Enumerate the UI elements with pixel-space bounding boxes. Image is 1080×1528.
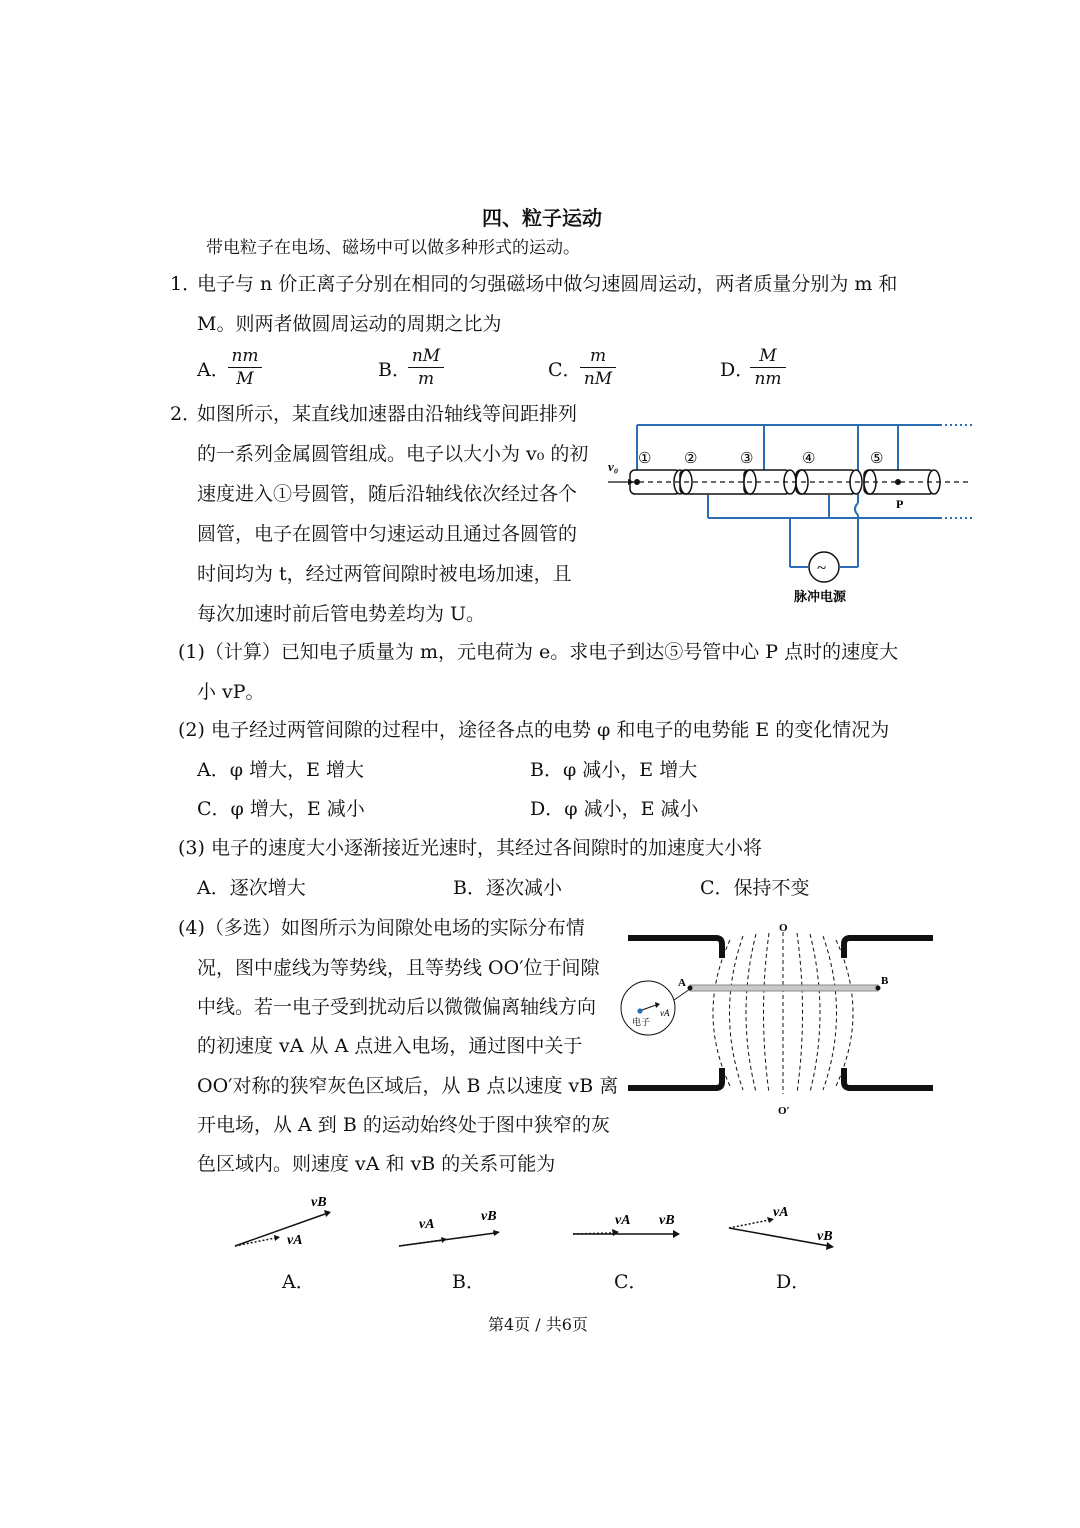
tube-label: ⑤ — [870, 451, 884, 467]
vector-option-label: D． — [776, 1271, 811, 1293]
q1-line1: 电子与 n 价正离子分别在相同的匀强磁场中做匀速圆周运动，两者质量分别为 m 和 — [197, 273, 898, 295]
tube-label: ④ — [802, 451, 816, 467]
q2-line: 如图所示，某直线加速器由沿轴线等间距排列 — [197, 403, 578, 425]
q2-line: 速度进入①号圆管，随后沿轴线依次经过各个 — [197, 483, 578, 505]
vector-option-c — [573, 1229, 680, 1238]
va-inset-label: vA — [660, 1008, 670, 1018]
q1-option-label: A． — [197, 359, 230, 381]
narrow-gray-region — [690, 985, 878, 991]
va-label: vA — [773, 1205, 789, 1220]
arrow-head-icon — [673, 1230, 680, 1238]
electron-label: 电子 — [632, 1017, 651, 1027]
o-bottom-label: O′ — [778, 1105, 790, 1117]
vector-option-a — [235, 1210, 331, 1246]
linear-accelerator-figure — [600, 415, 980, 610]
tube-label: ① — [638, 451, 652, 467]
q2-p3-option: C．保持不变 — [700, 877, 810, 899]
arrow-head-icon — [274, 1235, 280, 1241]
vb-label: vB — [311, 1195, 327, 1210]
vb-arrow — [235, 1214, 325, 1246]
point-p-dot — [895, 479, 901, 485]
vector-options-figure — [225, 1188, 845, 1288]
q2-line: 每次加速时前后管电势差均为 U。 — [197, 603, 486, 625]
q2-p2-option: B．φ 减小，E 增大 — [530, 759, 698, 781]
point-b-dot — [876, 986, 881, 991]
q2-p2-option: D．φ 减小，E 减小 — [530, 798, 699, 820]
q2-p3-stem: (3) 电子的速度大小逐渐接近光速时，其经过各间隙时的加速度大小将 — [178, 837, 762, 859]
point-a-label: A — [678, 977, 686, 989]
inset-leader-line — [674, 989, 690, 1000]
va-label: vA — [419, 1217, 435, 1232]
q2-p4-line: 的初速度 vA 从 A 点进入电场，通过图中关于 — [197, 1035, 583, 1057]
ac-symbol: ~ — [817, 558, 827, 577]
point-b-label: B — [881, 975, 889, 987]
o-top-label: O — [779, 922, 788, 934]
point-p-label: P — [896, 497, 904, 511]
gap-field-figure — [618, 918, 943, 1118]
q2-p4-line: 色区域内。则速度 vA 和 vB 的关系可能为 — [197, 1153, 556, 1175]
electron-dot — [634, 479, 640, 485]
fraction-denominator: m — [417, 369, 435, 389]
tube-label: ② — [684, 451, 698, 467]
fraction-numerator: nm — [231, 346, 259, 366]
fraction-numerator: nM — [411, 346, 441, 366]
page-footer: 第4页 / 共6页 — [488, 1315, 588, 1334]
q2-p4-line: (4)（多选）如图所示为间隙处电场的实际分布情 — [178, 917, 585, 939]
q1-option-label: B． — [378, 359, 411, 381]
q2-p2-option: A．φ 增大，E 增大 — [197, 759, 364, 781]
q2-p4-line: OO′对称的狭窄灰色区域后，从 B 点以速度 vB 离 — [197, 1075, 619, 1097]
vector-option-label: A． — [282, 1271, 315, 1293]
q2-line: 时间均为 t，经过两管间隙时被电场加速，且 — [197, 563, 572, 585]
section-title: 四、粒子运动 — [482, 206, 602, 230]
q2-p2-option: C．φ 增大，E 减小 — [197, 798, 365, 820]
va-arrow — [729, 1220, 769, 1228]
q1-option-fraction — [408, 346, 444, 389]
vector-option-label: C． — [614, 1271, 648, 1293]
q2-p4-line: 中线。若一电子受到扰动后以微微偏离轴线方向 — [197, 996, 597, 1018]
section-intro: 带电粒子在电场、磁场中可以做多种形式的运动。 — [206, 238, 580, 258]
fraction-denominator: M — [236, 369, 254, 389]
vb-arrow — [729, 1228, 829, 1246]
q2-p2-stem: (2) 电子经过两管间隙的过程中，途径各点的电势 φ 和电子的电势能 E 的变化情况为 — [178, 719, 890, 741]
q2-line: 圆管，电子在圆管中匀速运动且通过各圆管的 — [197, 523, 578, 545]
electron-dot — [637, 1008, 642, 1013]
vector-option-b — [399, 1230, 500, 1246]
arrow-head-icon — [324, 1210, 331, 1217]
vector-option-label: B． — [452, 1271, 485, 1293]
tube-label: ③ — [740, 451, 754, 467]
fraction-numerator: m — [589, 346, 607, 366]
q2-p1-line1: (1)（计算）已知电子质量为 m，元电荷为 e。求电子到达⑤号管中心 P 点时的速度大 — [178, 641, 899, 663]
q1-line2: M。则两者做圆周运动的周期之比为 — [197, 313, 502, 335]
q1-option-fraction — [580, 346, 616, 389]
q1-number: 1． — [170, 273, 202, 295]
q2-p1-line2: 小 vP。 — [197, 681, 265, 703]
equipotential-lines — [713, 932, 853, 1094]
q1-option-label: D． — [720, 359, 755, 381]
q1-option-label: C． — [548, 359, 582, 381]
arrow-head-icon — [493, 1230, 500, 1236]
vb-label: vB — [659, 1213, 675, 1228]
q1-option-fraction — [750, 346, 786, 389]
q2-p3-option: A．逐次增大 — [197, 877, 306, 899]
q2-number: 2． — [170, 403, 202, 425]
fraction-denominator: nM — [583, 369, 613, 389]
q1-option-fraction — [228, 346, 262, 389]
q2-p3-option: B．逐次减小 — [453, 877, 562, 899]
power-source-label: 脉冲电源 — [794, 589, 847, 604]
vb-label: vB — [817, 1229, 833, 1244]
v0-label: v₀ — [608, 459, 619, 474]
fraction-denominator: nm — [754, 369, 782, 389]
circuit-wires — [637, 425, 972, 567]
vb-label: vB — [481, 1209, 497, 1224]
fraction-numerator: M — [759, 346, 777, 366]
q2-p4-line: 开电场，从 A 到 B 的运动始终处于图中狭窄的灰 — [197, 1114, 610, 1136]
arrow-head-icon — [612, 1229, 619, 1236]
q2-line: 的一系列金属圆管组成。电子以大小为 v₀ 的初 — [197, 443, 589, 465]
va-label: vA — [615, 1213, 631, 1228]
q2-p4-line: 况，图中虚线为等势线，且等势线 OO′位于间隙 — [197, 957, 600, 979]
vb-arrow — [399, 1233, 495, 1246]
va-label: vA — [287, 1233, 303, 1248]
